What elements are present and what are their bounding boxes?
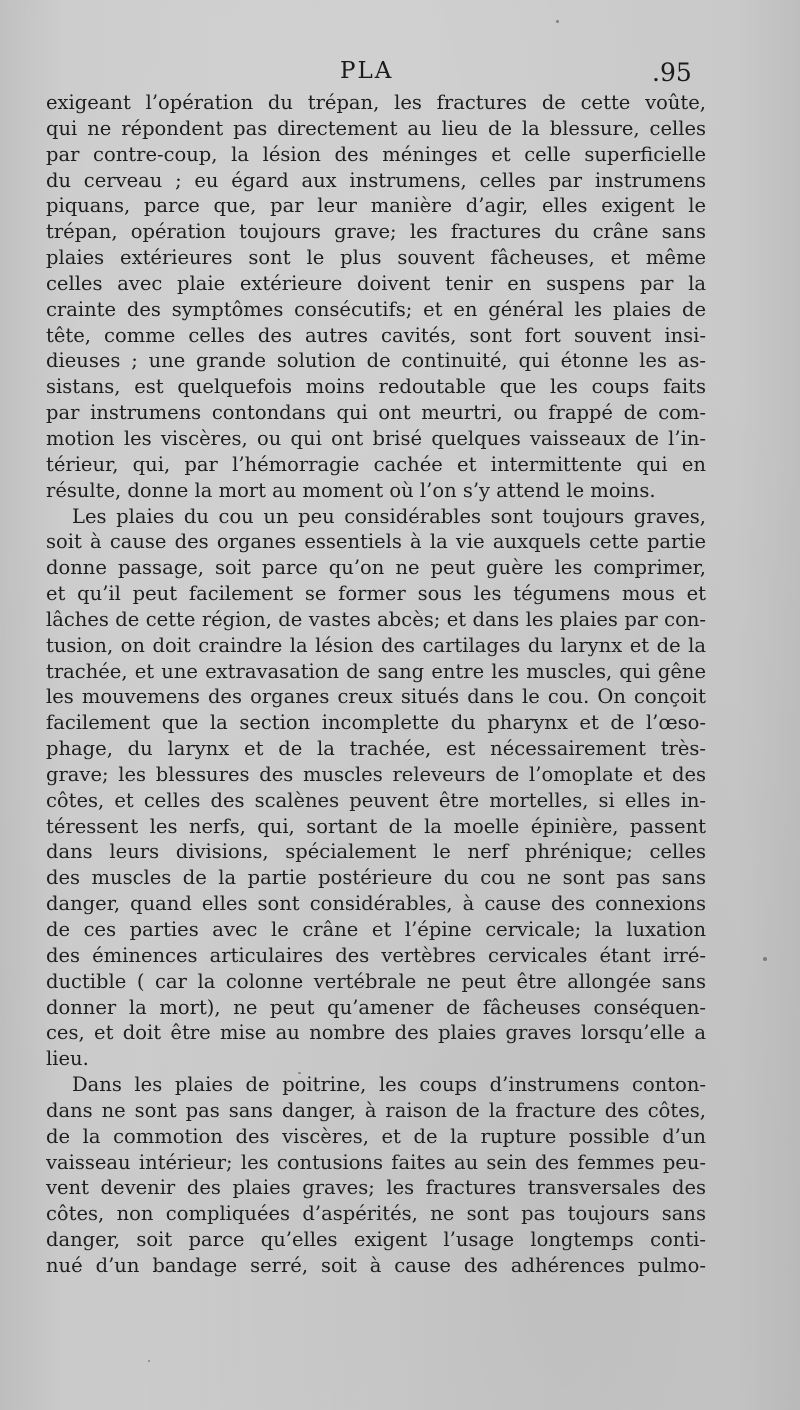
text-line: danger, soit parce qu’elles exigent l’usage longtemps conti- [46, 1228, 706, 1252]
text-line: donne passage, soit parce qu’on ne peut guère les comprimer, [46, 556, 706, 580]
text-line: tusion, on doit craindre la lésion des cartilages du larynx et de la [46, 633, 706, 657]
text-line: des éminences articulaires des vertèbres cervicales étant irré- [46, 943, 706, 967]
text-line: exigeant l’opération du trépan, les fractures de cette voûte, [46, 91, 706, 114]
text-line: vent devenir des plaies graves; les fractures transversales des [46, 1176, 706, 1200]
text-line: ductible ( car la colonne vertébrale ne peut être allongée sans [46, 969, 706, 993]
text-line: sistans, est quelquefois moins redoutable que les coups faits [46, 375, 706, 399]
ink-speck [298, 1072, 301, 1074]
text-line: grave; les blessures des muscles releveurs de l’omoplate et des [46, 762, 706, 786]
page-number: .95 [652, 58, 692, 87]
text-line: dans ne sont pas sans danger, à raison de la fracture des côtes, [46, 1098, 706, 1122]
text-line: les mouvemens des organes creux situés dans le cou. On conçoit [46, 685, 706, 709]
text-line: qui ne répondent pas directement au lieu de la blessure, celles [46, 116, 706, 140]
text-line: donner la mort), ne peut qu’amener de fâcheuses conséquen- [46, 995, 706, 1019]
ink-speck [763, 957, 767, 961]
text-line: térieur, qui, par l’hémorragie cachée et intermittente qui en [46, 452, 706, 476]
text-line: côtes, et celles des scalènes peuvent être mortelles, si elles in- [46, 788, 706, 812]
text-line: soit à cause des organes essentiels à la vie auxquels cette partie [46, 530, 706, 554]
text-line: facilement que la section incomplette du pharynx et de l’œso- [46, 711, 706, 735]
ink-speck [148, 1360, 150, 1362]
text-line: Les plaies du cou un peu considérables sont toujours graves, [72, 504, 706, 528]
text-line: crainte des symptômes consécutifs; et en général les plaies de [46, 297, 706, 321]
text-line: téressent les nerfs, qui, sortant de la moelle épinière, passent [46, 814, 706, 838]
text-line: lieu. [46, 1047, 89, 1071]
text-line: des muscles de la partie postérieure du cou ne sont pas sans [46, 866, 706, 890]
text-line: plaies extérieures sont le plus souvent fâcheuses, et même [46, 246, 706, 270]
text-line: nué d’un bandage serré, soit à cause des adhérences pulmo- [46, 1253, 706, 1277]
text-line: trépan, opération toujours grave; les fractures du crâne sans [46, 220, 706, 244]
ink-speck [556, 20, 559, 23]
running-head [0, 54, 800, 88]
running-title: PLA [340, 58, 394, 84]
text-line: dans leurs divisions, spécialement le nerf phrénique; celles [46, 840, 706, 864]
text-line: motion les viscères, ou qui ont brisé quelques vaisseaux de l’in- [46, 426, 706, 450]
body-text [46, 90, 706, 1279]
text-line: vaisseau intérieur; les contusions faites au sein des femmes peu- [46, 1150, 706, 1174]
text-line: côtes, non compliquées d’aspérités, ne sont pas toujours sans [46, 1202, 706, 1226]
text-line: lâches de cette région, de vastes abcès; et dans les plaies par con- [46, 607, 706, 631]
text-line: par instrumens contondans qui ont meurtri, ou frappé de com- [46, 401, 706, 425]
text-line: ces, et doit être mise au nombre des plaies graves lorsqu’elle a [46, 1021, 706, 1045]
text-line: et qu’il peut facilement se former sous les tégumens mous et [46, 582, 706, 606]
text-line: du cerveau ; eu égard aux instrumens, celles par instrumens [46, 168, 706, 192]
text-line: piquans, parce que, par leur manière d’agir, elles exigent le [46, 194, 706, 218]
text-line: phage, du larynx et de la trachée, est nécessairement très- [46, 737, 706, 761]
text-line: dieuses ; une grande solution de continuité, qui étonne les as- [46, 349, 706, 373]
text-line: de la commotion des viscères, et de la rupture possible d’un [46, 1124, 706, 1148]
text-line: par contre-coup, la lésion des méninges et celle superficielle [46, 142, 706, 166]
text-line: résulte, donne la mort au moment où l’on s’y attend le moins. [46, 478, 656, 502]
text-line: danger, quand elles sont considérables, à cause des connexions [46, 892, 706, 916]
text-line: tête, comme celles des autres cavités, sont fort souvent insi- [46, 323, 706, 347]
text-line: de ces parties avec le crâne et l’épine cervicale; la luxation [46, 918, 706, 941]
text-line: Dans les plaies de poitrine, les coups d’instrumens conton- [72, 1073, 706, 1097]
text-line: trachée, et une extravasation de sang entre les muscles, qui gêne [46, 659, 706, 683]
text-line: celles avec plaie extérieure doivent tenir en suspens par la [46, 271, 706, 295]
